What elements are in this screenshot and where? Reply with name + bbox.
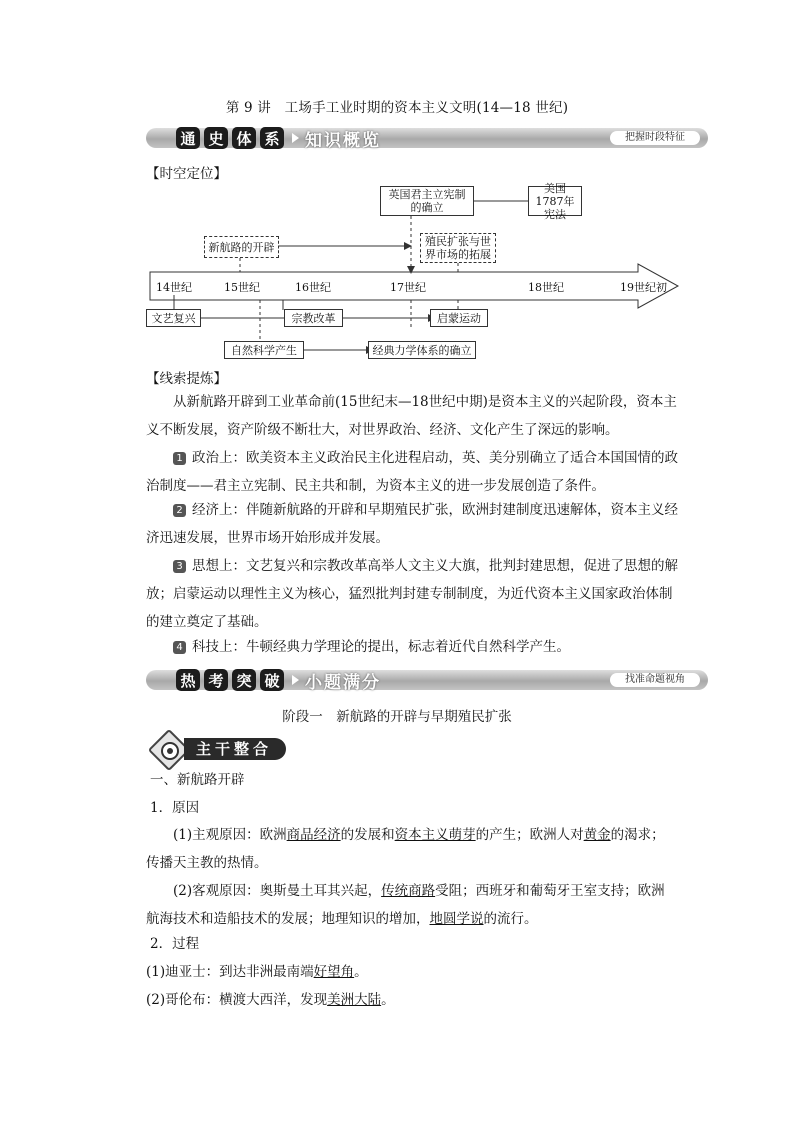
point-economy (146, 496, 678, 552)
process-columbus: (2)哥伦布：横渡大西洋，发现美洲大陆。 (146, 992, 395, 1008)
banner-char: 突 (232, 669, 256, 691)
century-label: 14世纪 (156, 281, 192, 294)
banner-tag: 把握时段特征 (610, 131, 700, 145)
banner-char: 破 (260, 669, 284, 691)
banner-char: 热 (176, 669, 200, 691)
banner-subtitle: 小题满分 (305, 672, 381, 693)
cause-objective: (2)客观原因：奥斯曼土耳其兴起，传统商路受阻；西班牙和葡萄牙王室支持；欧洲航海技术和造船技术的发展；地理知识的增加，地圆学说的流行。 (146, 883, 665, 927)
point-text: 经济上：伴随新航路的开辟和早期殖民扩张，欧洲封建制度迅速解体，资本主义经济迅速发展，世界市场开始形成并发展。 (146, 502, 678, 546)
zhuban-header (150, 736, 290, 762)
point-text: 思想上：文艺复兴和宗教改革高举人文主义大旗，批判封建思想，促进了思想的解放；启蒙运动以理性主义为核心，猛烈批判封建专制制度，为近代资本主义国家政治体制的建立奠定了基础。 (146, 558, 678, 630)
century-label: 17世纪 (390, 281, 426, 294)
section-heading-new-route: 一、新航路开辟 (150, 772, 245, 788)
box-new-route: 新航路的开辟 (204, 236, 279, 258)
cause-subjective: (1)主观原因：欧洲商品经济的发展和资本主义萌芽的产生；欧洲人对黄金的渴求；传播天主教的热情。 (146, 827, 665, 871)
key-term: 黄金 (583, 827, 611, 843)
heading-shikong: 【时空定位】 (146, 166, 227, 182)
banner-tag: 找准命题视角 (610, 673, 700, 687)
point-technology (146, 633, 678, 661)
timeline-diagram (0, 180, 794, 360)
section-banner-overview (146, 126, 708, 150)
banner-char: 体 (232, 127, 256, 149)
point-text: 政治上：欧美资本主义政治民主化进程启动，英、美分别确立了适合本国国情的政治制度——君主立宪制、民主共和制，为资本主义的进一步发展创造了条件。 (146, 450, 678, 494)
box-usa-constitution: 美国1787年宪法 (528, 186, 582, 216)
number-badge: 4 (173, 641, 186, 654)
triangle-icon (292, 675, 299, 685)
key-term: 商品经济 (286, 827, 341, 843)
intro-paragraph: 从新航路开辟到工业革命前(15世纪末—18世纪中期)是资本主义的兴起阶段，资本主义不断发展，资产阶级不断壮大，对世界政治、经济、文化产生了深远的影响。 (146, 394, 677, 438)
stage-title: 阶段一 新航路的开辟与早期殖民扩张 (282, 709, 512, 725)
point-politics (146, 444, 678, 500)
century-label: 15世纪 (224, 281, 260, 294)
banner-char: 考 (204, 669, 228, 691)
banner-char: 系 (260, 127, 284, 149)
subheading-process: 2．过程 (150, 936, 200, 952)
number-badge: 2 (173, 504, 186, 517)
box-colonial-expansion: 殖民扩张与世界市场的拓展 (420, 233, 496, 263)
box-natural-science: 自然科学产生 (224, 341, 304, 359)
number-badge: 1 (173, 452, 186, 465)
key-term: 美洲大陆 (327, 992, 382, 1008)
section-banner-hot-topics (146, 668, 708, 692)
triangle-icon (292, 133, 299, 143)
page-title: 第 9 讲 工场手工业时期的资本主义文明(14—18 世纪) (225, 100, 569, 116)
box-reformation: 宗教改革 (284, 309, 343, 327)
heading-xiansuo: 【线索提炼】 (146, 371, 227, 387)
subheading-cause: 1．原因 (150, 800, 200, 816)
key-term: 资本主义萌芽 (394, 827, 476, 843)
century-label: 16世纪 (295, 281, 331, 294)
point-thought (146, 552, 678, 636)
key-term: 传统商路 (381, 883, 436, 899)
key-term: 地圆学说 (429, 911, 484, 927)
box-england-constitution: 英国君主立宪制的确立 (380, 186, 474, 216)
point-text: 科技上：牛顿经典力学理论的提出，标志着近代自然科学产生。 (192, 639, 570, 655)
banner-char: 通 (176, 127, 200, 149)
banner-subtitle: 知识概览 (305, 130, 381, 151)
number-badge: 3 (173, 560, 186, 573)
century-label: 18世纪 (528, 281, 564, 294)
banner-char: 史 (204, 127, 228, 149)
box-enlightenment: 启蒙运动 (430, 309, 488, 327)
box-renaissance: 文艺复兴 (146, 309, 201, 327)
key-term: 好望角 (313, 964, 355, 980)
zhuban-label: 主干整合 (184, 738, 286, 760)
box-classical-mechanics: 经典力学体系的确立 (368, 341, 476, 359)
process-dias: (1)迪亚士：到达非洲最南端好望角。 (146, 964, 368, 980)
target-icon (161, 742, 179, 760)
century-label: 19世纪初 (620, 281, 667, 294)
